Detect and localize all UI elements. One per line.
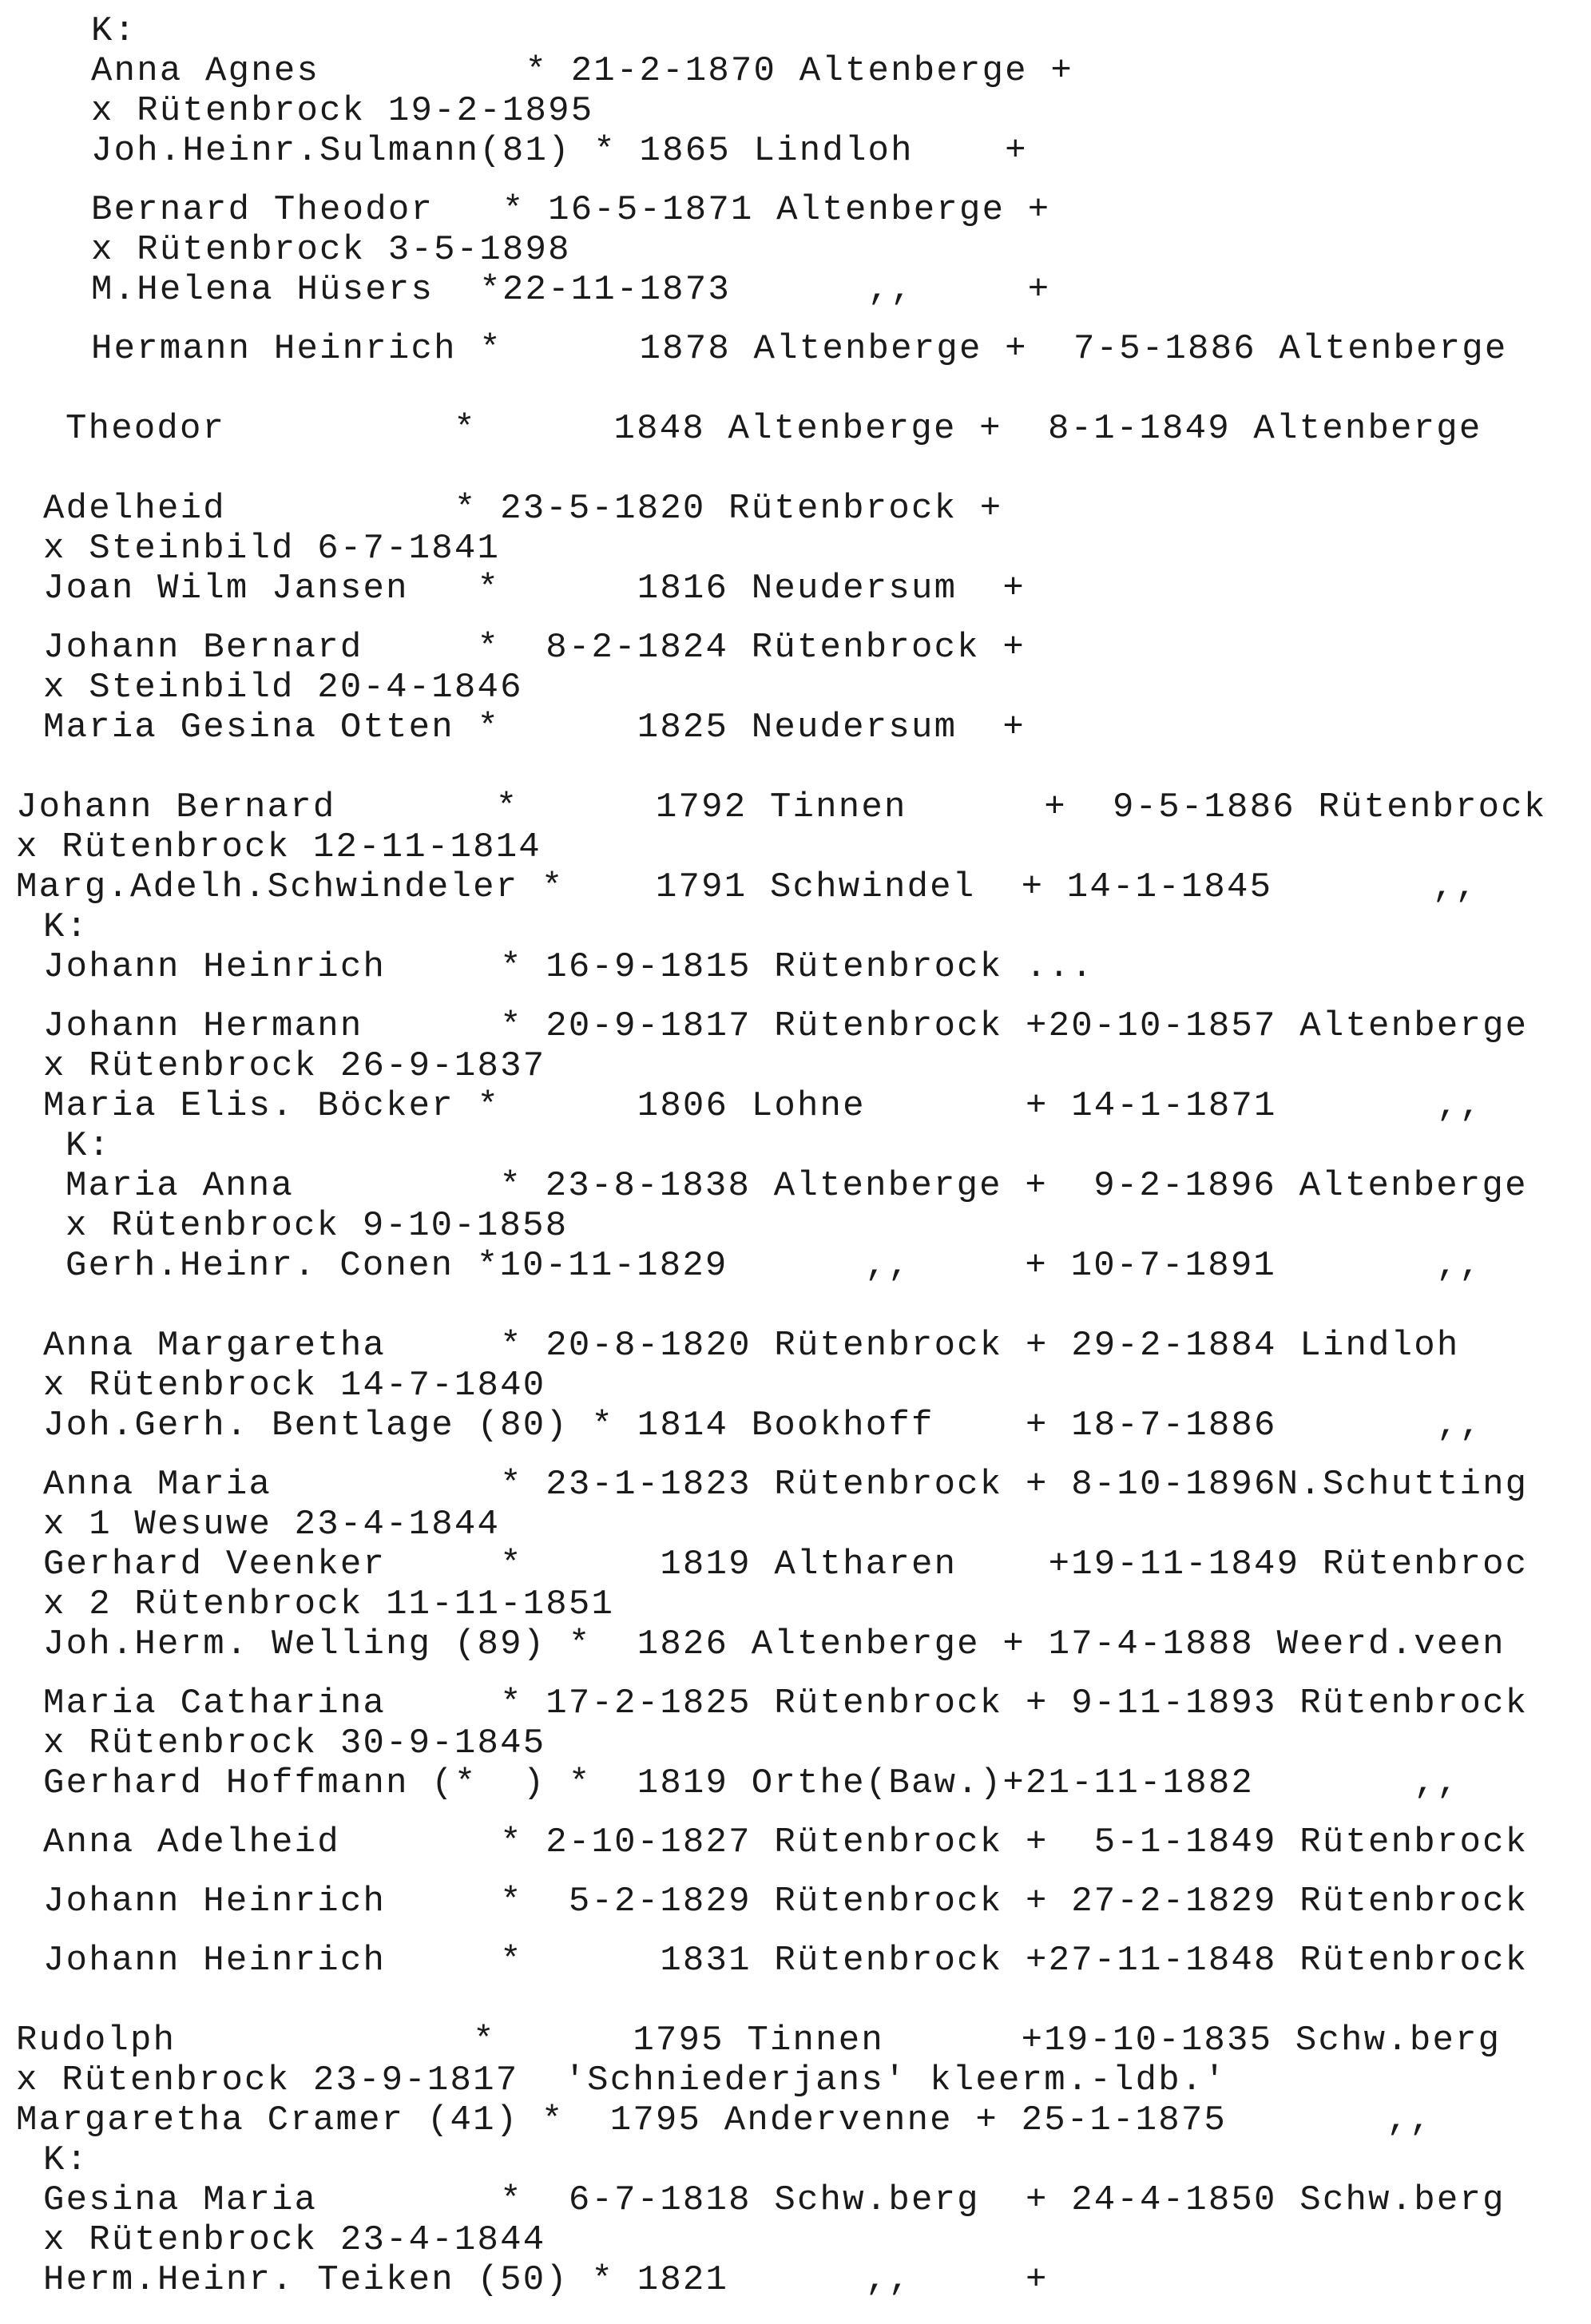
- spouse-line: Herm.Heinr. Teiken (50) * 1821 ,, +: [43, 2260, 1049, 2300]
- children-header: K:: [65, 1126, 112, 1166]
- marriage-line: x Rütenbrock 26-9-1837: [43, 1046, 546, 1086]
- spouse-line: Gerhard Hoffmann (* ) * 1819 Orthe(Baw.)+21-11-1882 ,,: [43, 1763, 1460, 1803]
- record-line: Johann Hermann * 20-9-1817 Rütenbrock +20-10-1857 Altenberge: [43, 1006, 1529, 1046]
- record-line: Johann Heinrich * 5-2-1829 Rütenbrock + 27-2-1829 Rütenbrock: [43, 1882, 1529, 1921]
- record-line: Hermann Heinrich * 1878 Altenberge + 7-5-1886 Altenberge: [91, 329, 1508, 369]
- marriage-line: x Rütenbrock 23-9-1817 'Schniederjans' kleerm.-ldb.': [16, 2060, 1228, 2100]
- record-line: Johann Heinrich * 16-9-1815 Rütenbrock ...: [43, 947, 1094, 987]
- marriage-line: x Rütenbrock 12-11-1814: [16, 827, 542, 867]
- record-line: Johann Bernard * 1792 Tinnen + 9-5-1886 Rütenbrock: [16, 787, 1547, 827]
- spouse-line: Gerh.Heinr. Conen *10-11-1829 ,, + 10-7-1891 ,,: [65, 1246, 1482, 1286]
- children-header: K:: [43, 2140, 89, 2180]
- record-line: Anna Adelheid * 2-10-1827 Rütenbrock + 5-1-1849 Rütenbrock: [43, 1822, 1529, 1862]
- marriage-line: x 2 Rütenbrock 11-11-1851: [43, 1584, 615, 1624]
- children-header: K:: [43, 907, 89, 947]
- record-line: Maria Catharina * 17-2-1825 Rütenbrock + 9-11-1893 Rütenbrock: [43, 1684, 1529, 1723]
- marriage-line: x Rütenbrock 19-2-1895: [91, 91, 594, 131]
- marriage-line: x Rütenbrock 30-9-1845: [43, 1723, 546, 1763]
- record-line: Rudolph * 1795 Tinnen +19-10-1835 Schw.berg: [16, 2021, 1502, 2060]
- record-line: Anna Margaretha * 20-8-1820 Rütenbrock + 29-2-1884 Lindloh: [43, 1326, 1460, 1366]
- spouse-line: M.Helena Hüsers *22-11-1873 ,, +: [91, 270, 1051, 310]
- record-line: Anna Agnes * 21-2-1870 Altenberge +: [91, 51, 1073, 91]
- marriage-line: x Steinbild 20-4-1846: [43, 668, 523, 708]
- spouse-line: Joh.Gerh. Bentlage (80) * 1814 Bookhoff + 18-7-1886 ,,: [43, 1406, 1483, 1446]
- spouse-line: Joh.Herm. Welling (89) * 1826 Altenberge + 17-4-1888 Weerd.veen: [43, 1624, 1506, 1664]
- marriage-line: x 1 Wesuwe 23-4-1844: [43, 1505, 501, 1545]
- spouse-line: Joan Wilm Jansen * 1816 Neudersum +: [43, 569, 1026, 609]
- record-line: Adelheid * 23-5-1820 Rütenbrock +: [43, 489, 1003, 529]
- marriage-line: x Steinbild 6-7-1841: [43, 529, 501, 569]
- spouse-line: Marg.Adelh.Schwindeler * 1791 Schwindel + 14-1-1845 ,,: [16, 867, 1478, 907]
- marriage-line: x Rütenbrock 14-7-1840: [43, 1366, 546, 1406]
- marriage-line: x Rütenbrock 3-5-1898: [91, 230, 571, 270]
- record-line: Bernard Theodor * 16-5-1871 Altenberge +: [91, 190, 1051, 230]
- record-line: Anna Maria * 23-1-1823 Rütenbrock + 8-10-1896N.Schutting: [43, 1465, 1529, 1505]
- marriage-line: x Rütenbrock 23-4-1844: [43, 2220, 546, 2260]
- record-line: Gesina Maria * 6-7-1818 Schw.berg + 24-4-1850 Schw.berg: [43, 2180, 1506, 2220]
- record-line: Maria Anna * 23-8-1838 Altenberge + 9-2-1896 Altenberge: [65, 1166, 1528, 1206]
- spouse-line: Joh.Heinr.Sulmann(81) * 1865 Lindloh +: [91, 131, 1028, 171]
- children-header: K:: [91, 11, 137, 51]
- spouse-line: Gerhard Veenker * 1819 Altharen +19-11-1849 Rütenbroc: [43, 1545, 1529, 1584]
- record-line: Johann Heinrich * 1831 Rütenbrock +27-11-1848 Rütenbrock: [43, 1941, 1529, 1981]
- spouse-line: Maria Gesina Otten * 1825 Neudersum +: [43, 708, 1026, 748]
- record-line: Theodor * 1848 Altenberge + 8-1-1849 Altenberge: [65, 409, 1482, 449]
- marriage-line: x Rütenbrock 9-10-1858: [65, 1206, 569, 1246]
- spouse-line: Margaretha Cramer (41) * 1795 Andervenne + 25-1-1875 ,,: [16, 2100, 1433, 2140]
- record-line: Johann Bernard * 8-2-1824 Rütenbrock +: [43, 628, 1026, 668]
- spouse-line: Maria Elis. Böcker * 1806 Lohne + 14-1-1871 ,,: [43, 1086, 1483, 1126]
